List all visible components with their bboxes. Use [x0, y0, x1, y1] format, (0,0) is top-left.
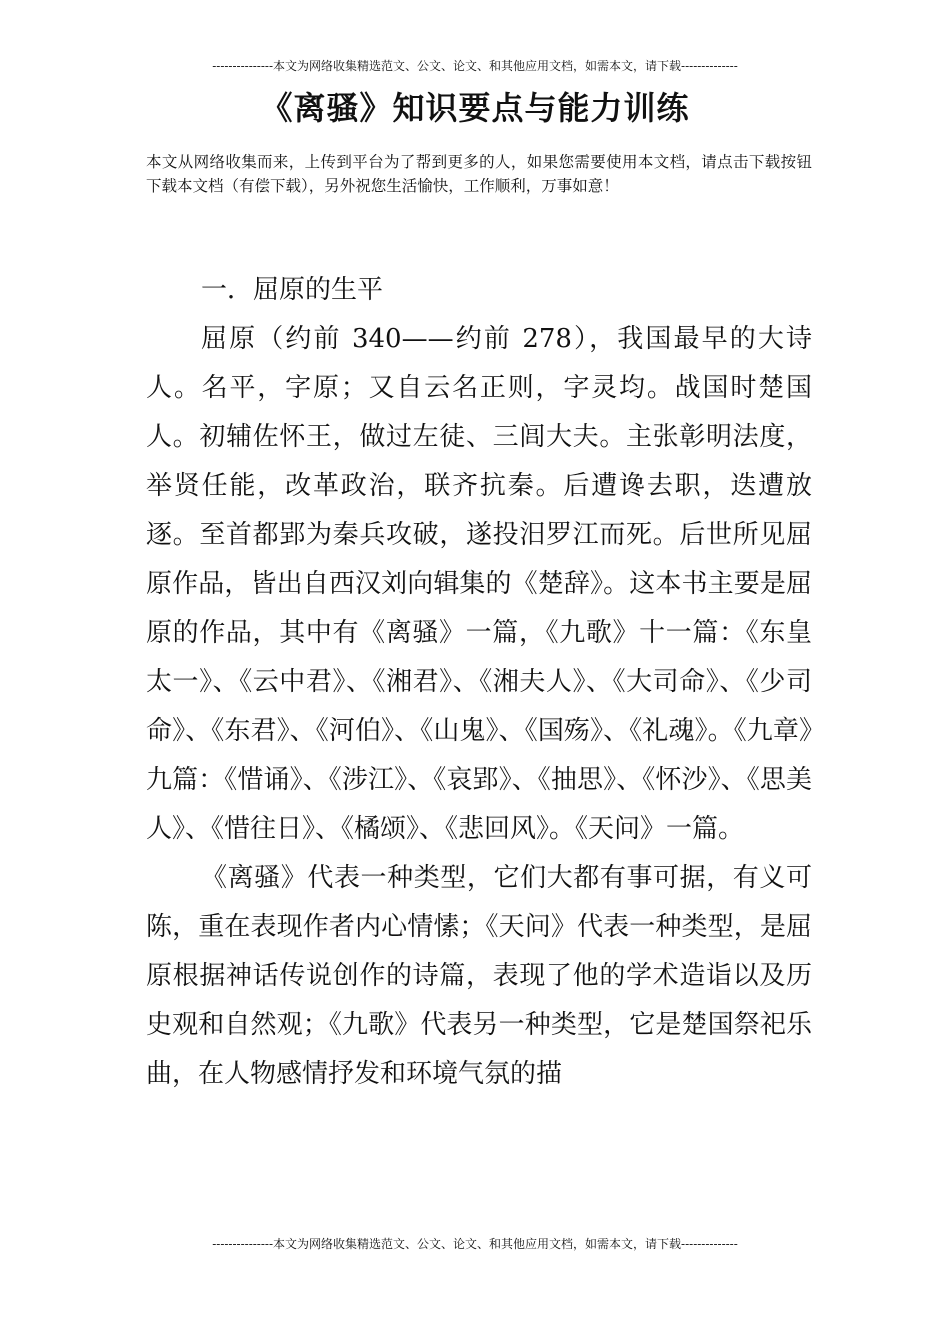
header-note: ---------------本文为网络收集精选范文、公文、论文、和其他应用文档，如需本文，请下载--------------	[212, 59, 738, 73]
intro-note: 本文从网络收集而来，上传到平台为了帮到更多的人，如果您需要使用本文档，请点击下载按钮下载本文档（有偿下载），另外祝您生活愉快，工作顺利，万事如意！	[146, 153, 812, 195]
paragraph-biography: 屈原（约前 340——约前 278），我国最早的大诗人。名平，字原；又自云名正则，字灵均。战国时楚国人。初辅佐怀王，做过左徒、三闾大夫。主张彰明法度，举贤任能，改革政治，联齐抗秦。后遭谗去职，迭遭放逐。至首都郢为秦兵攻破，遂投汨罗江而死。后世所见屈原作品，皆出自西汉刘向辑集的《楚辞》。这本书主要是屈原的作品，其中有《离骚》一篇，《九歌》十一篇：《东皇太一》、《云中君》、《湘君》、《湘夫人》、《大司命》、《少司命》、《东君》、《河伯》、《山鬼》、《国殇》、《礼魂》。《九章》九篇：《惜诵》、《涉江》、《哀郢》、《抽思》、《怀沙》、《思美人》、《惜往日》、《橘颂》、《悲回风》。《天问》一篇。	[146, 324, 812, 844]
document-body	[146, 266, 812, 1099]
document-title: 《离骚》知识要点与能力训练	[260, 89, 690, 127]
section-heading: 一．屈原的生平	[201, 275, 384, 305]
paragraph-works-types: 《离骚》代表一种类型，它们大都有事可据，有义可陈，重在表现作者内心情愫；《天问》代表一种类型，是屈原根据神话传说创作的诗篇，表现了他的学术造诣以及历史观和自然观；《九歌》代表另一种类型，它是楚国祭祀乐曲，在人物感情抒发和环境气氛的描	[146, 863, 812, 1089]
footer-note: ---------------本文为网络收集精选范文、公文、论文、和其他应用文档，如需本文，请下载--------------	[212, 1237, 738, 1251]
